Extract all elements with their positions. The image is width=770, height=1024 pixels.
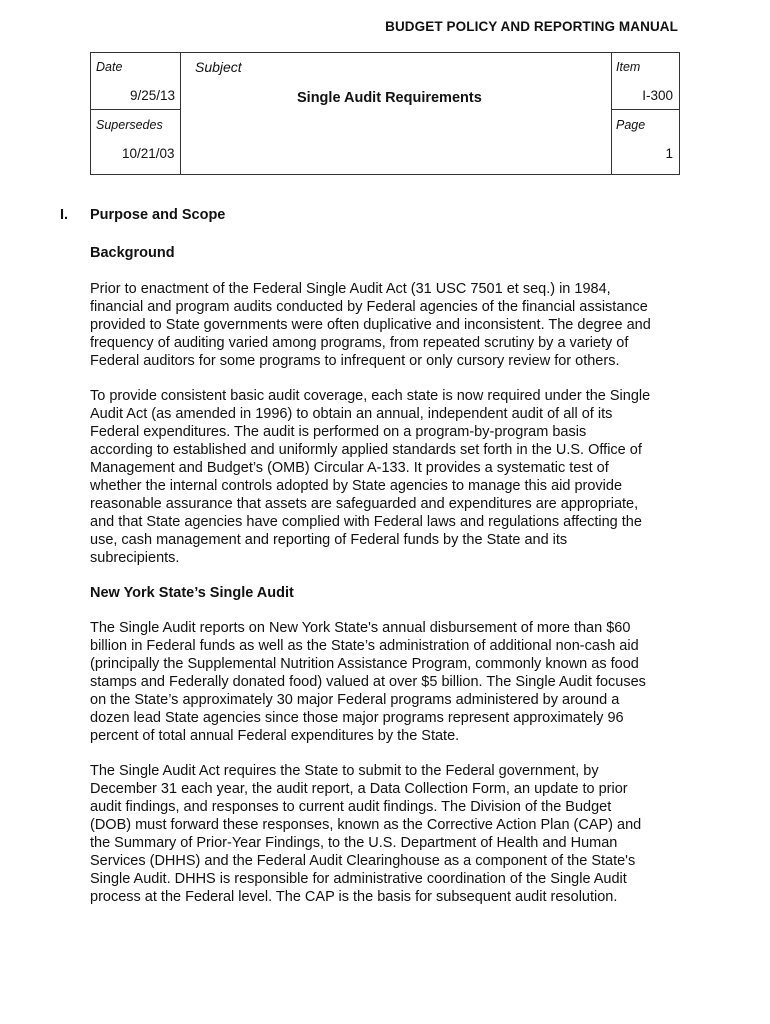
nys-audit-heading: New York State’s Single Audit <box>90 585 294 601</box>
date-label: Date <box>96 60 123 74</box>
page-value: 1 <box>665 146 673 161</box>
nys-audit-paragraph-1: The Single Audit reports on New York State's annual disbursement of more than $60 billion in Federal funds as well as the State’s administration of additional non-cash aid (principally the Supplemental Nutrition Assistance Program, commonly known as food stamps and Federally donated food) valued at over $5 billion. The Single Audit focuses on the State’s approximately 30 major Federal programs administered by around a dozen lead State agencies since those major programs represent approximately 96 percent of total annual Federal expenditures by the State. <box>90 620 646 744</box>
section-number: I. <box>60 207 69 223</box>
background-heading: Background <box>90 245 175 261</box>
background-paragraph-2: To provide consistent basic audit coverage, each state is now required under the Single Audit Act (as amended in 1996) to obtain an annual, independent audit of all of its Federal expenditures. The audit is performed on a program-by-program basis according to established and uniformly applied standards set forth in the U.S. Office of Management and Budget’s (OMB) Circular A-133. It provides a systematic test of whether the internal controls adopted by State agencies to manage this aid provide reasonable assurance that assets are safeguarded and expenditures are appropriate, and that State agencies have complied with Federal laws and regulations affecting the use, cash management and reporting of Federal funds by the State and its subrecipients. <box>90 388 651 566</box>
supersedes-label: Supersedes <box>96 118 163 132</box>
document-header-table <box>90 52 680 175</box>
section-heading <box>60 207 225 223</box>
nys-audit-paragraph-2: The Single Audit Act requires the State to submit to the Federal government, by December 31 each year, the audit report, a Data Collection Form, an update to prior audit findings, and responses to current audit findings. The Division of the Budget (DOB) must forward these responses, known as the Corrective Action Plan (CAP) and the Summary of Prior-Year Findings, to the U.S. Department of Health and Human Services (DHHS) and the Federal Audit Clearinghouse as a component of the State's Single Audit. DHHS is responsible for administrative coordination of the Single Audit process at the Federal level. The CAP is the basis for subsequent audit resolution. <box>90 763 642 905</box>
background-paragraph-1: Prior to enactment of the Federal Single Audit Act (31 USC 7501 et seq.) in 1984, financial and program audits conducted by Federal agencies of the financial assistance provided to State governments were often duplicative and inconsistent. The degree and frequency of auditing varied among programs, from repeated scrutiny by a variety of Federal auditors for some programs to infrequent or only cursory review for others. <box>90 281 651 369</box>
header-divider-item <box>611 109 679 110</box>
date-value: 9/25/13 <box>130 88 176 103</box>
header-divider-right <box>611 53 612 174</box>
item-value: I-300 <box>642 88 673 103</box>
item-label: Item <box>616 60 641 74</box>
header-divider-left <box>180 53 181 174</box>
section-title: Purpose and Scope <box>90 207 226 223</box>
header-divider-date <box>91 109 180 110</box>
page-label: Page <box>616 118 646 132</box>
manual-title: BUDGET POLICY AND REPORTING MANUAL <box>385 19 678 34</box>
supersedes-value: 10/21/03 <box>122 146 175 161</box>
subject-value: Single Audit Requirements <box>297 90 482 106</box>
subject-label: Subject <box>195 59 242 75</box>
